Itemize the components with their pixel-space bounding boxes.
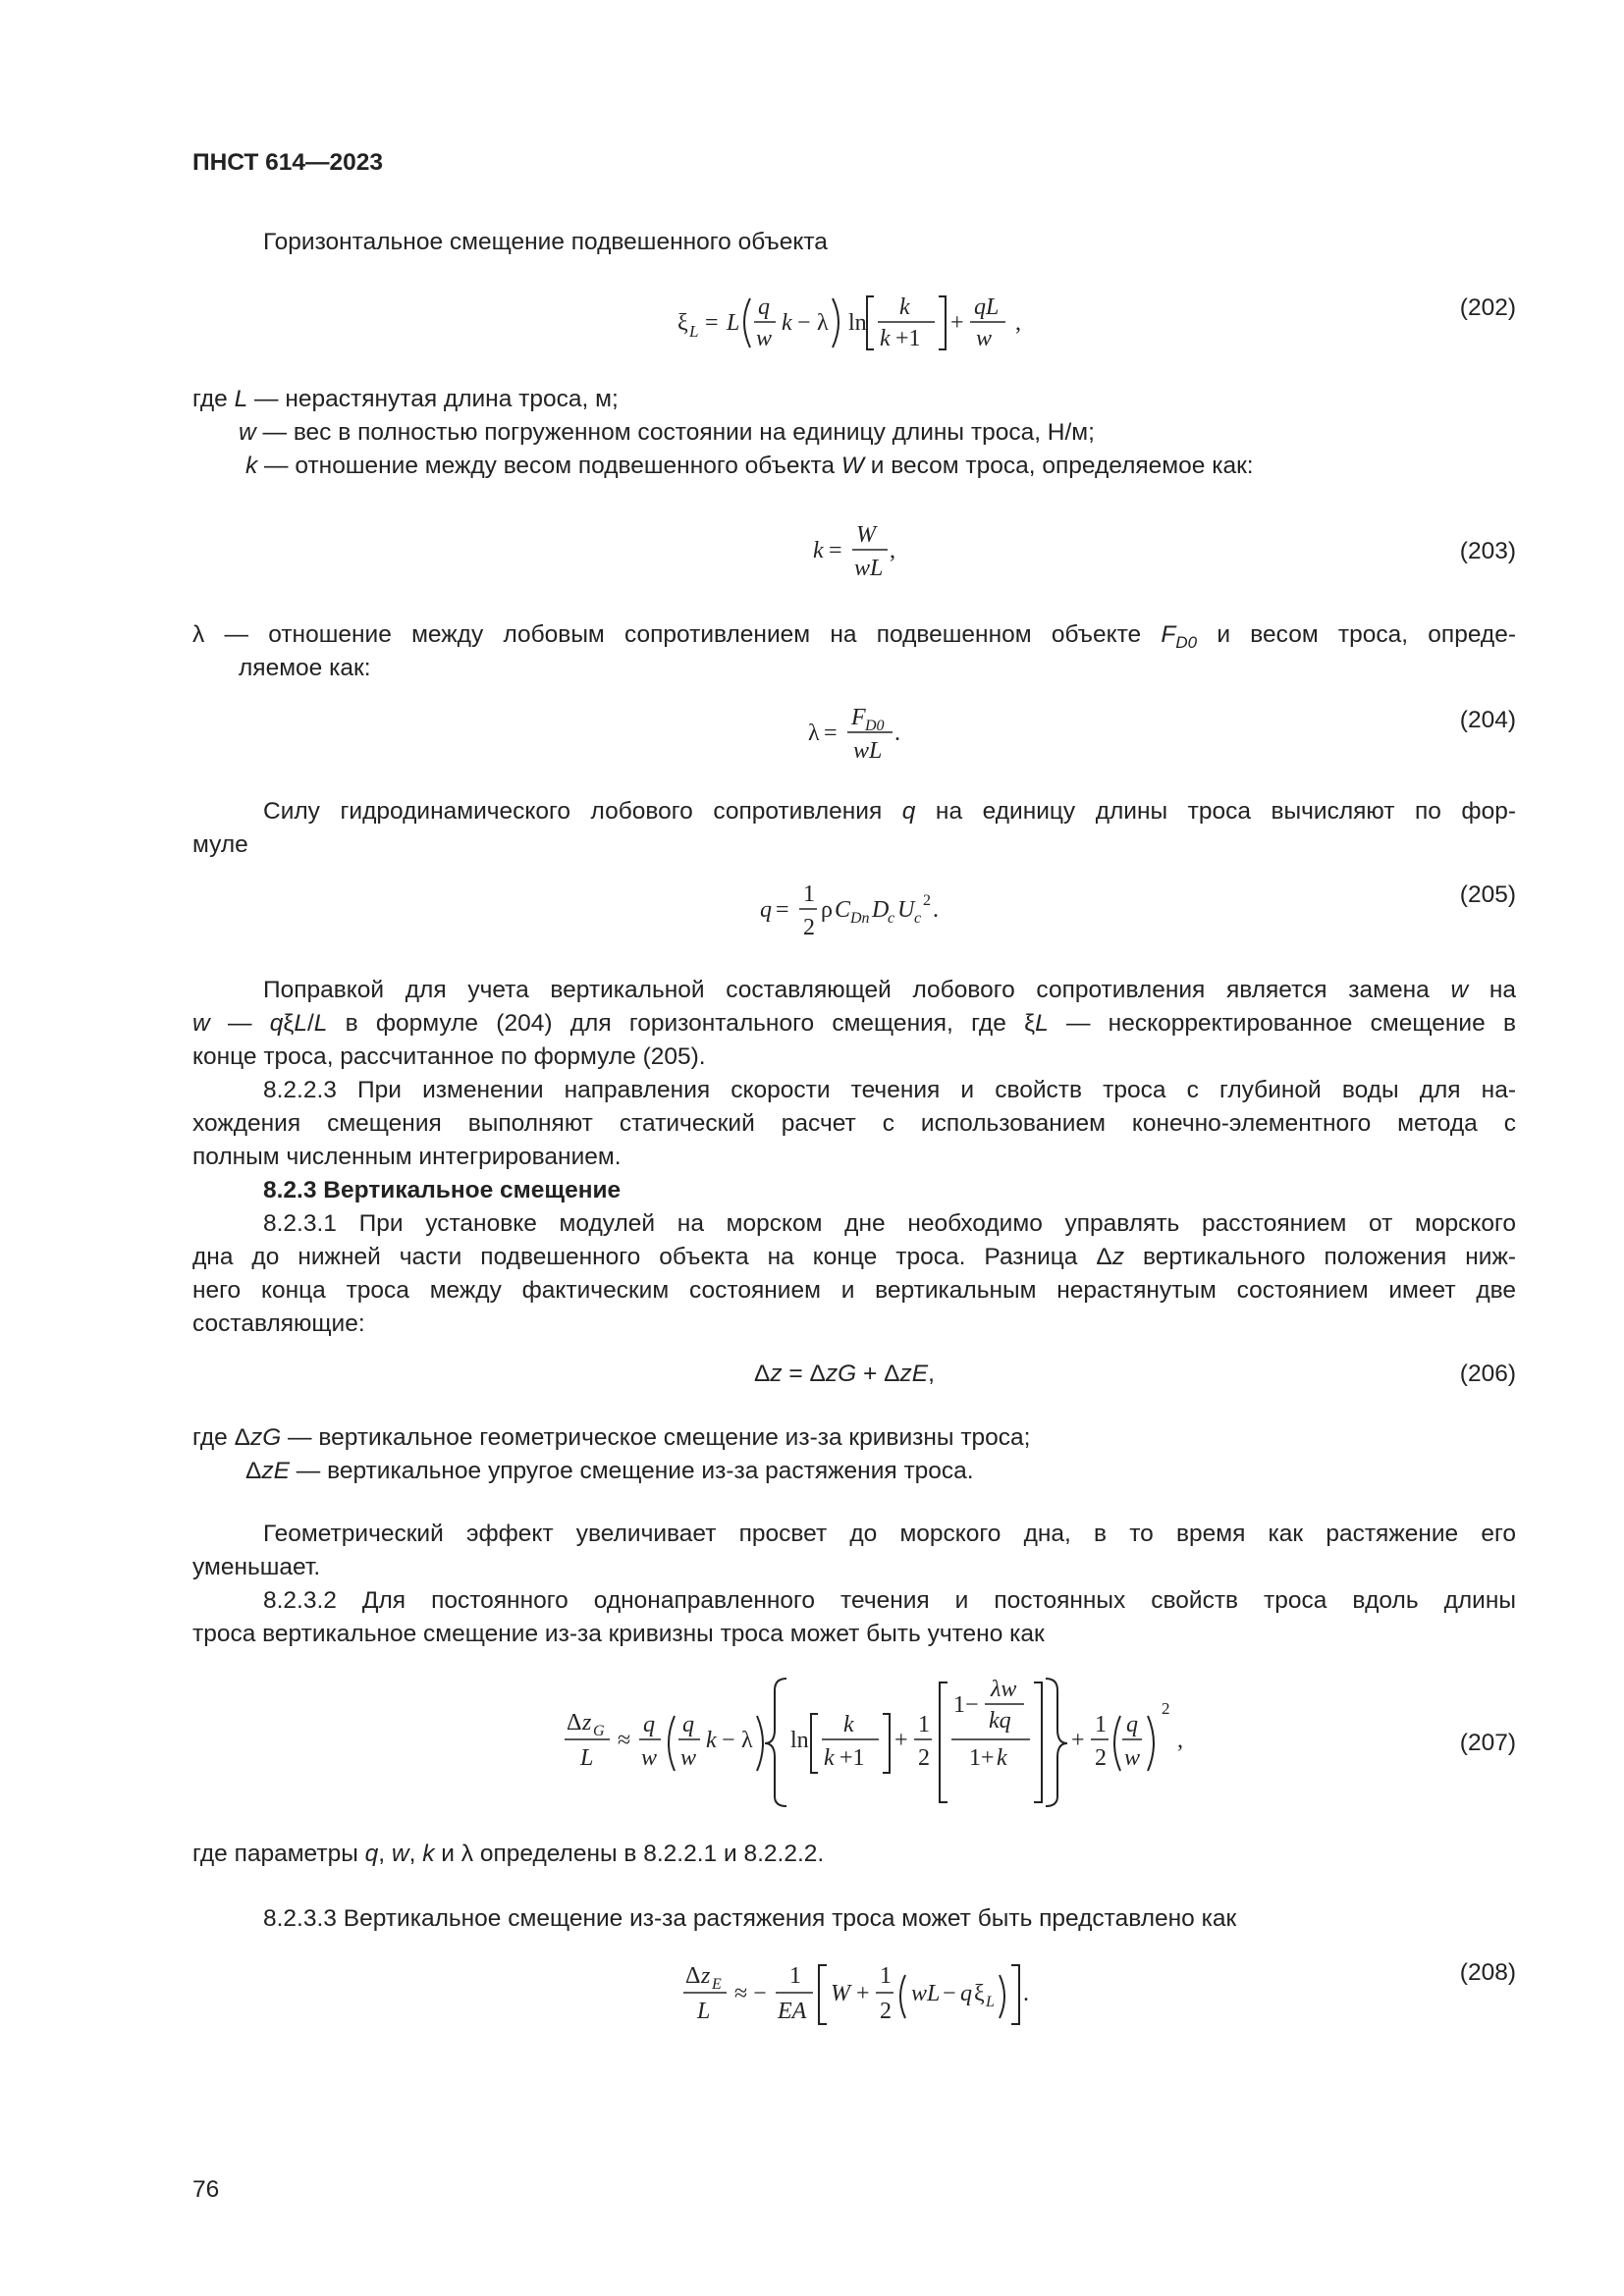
- paragraph-drag-force-line1: Силу гидродинамического лобового сопротивления q на единицу длины троса вычисляют по фор-: [263, 798, 1516, 825]
- svg-text:Δ: Δ: [685, 1963, 701, 1989]
- where-item-w: w — вес в полностью погруженном состоянии на единицу длины троса, Н/м;: [239, 419, 1095, 446]
- lambda-definition-line1: λ — отношение между лобовым сопротивлением на подвешенном объекте $F_{D0}$ и весом троса, опреде-: [192, 621, 1516, 652]
- svg-text:1+: 1+: [969, 1745, 995, 1771]
- svg-text:k: k: [997, 1745, 1007, 1771]
- paragraph-8231-line4: составляющие:: [192, 1310, 365, 1337]
- svg-text:q: q: [960, 1981, 972, 2006]
- svg-text:1: 1: [1095, 1712, 1107, 1737]
- paragraph-params: где параметры q, w, k и λ определены в 8.2.2.1 и 8.2.2.2.: [192, 1841, 825, 1867]
- svg-text:k: k: [824, 1745, 835, 1771]
- paragraph-8231-line2: дна до нижней части подвешенного объекта на конце троса. Разница Δz вертикального положения ниж-: [192, 1244, 1516, 1270]
- svg-text:2: 2: [918, 1745, 930, 1771]
- svg-text:,: ,: [1015, 310, 1021, 336]
- svg-text:ξ: ξ: [974, 1981, 985, 2006]
- paragraph-geometric-line1: Геометрический эффект увеличивает просвет до морского дна, в то время как растяжение его: [263, 1521, 1516, 1547]
- svg-text:wL: wL: [853, 738, 883, 764]
- equation-207: [565, 1669, 1183, 1806]
- section-heading-823: 8.2.3 Вертикальное смещение: [263, 1177, 622, 1203]
- svg-text:W: W: [856, 522, 876, 548]
- paragraph-geometric-line2: уменьшает.: [192, 1554, 321, 1580]
- equation-number-204: (204): [1459, 707, 1516, 733]
- svg-text:=: =: [829, 538, 842, 563]
- svg-text:w: w: [641, 1745, 658, 1771]
- svg-text:q: q: [682, 1712, 694, 1737]
- svg-text:2: 2: [1095, 1745, 1107, 1771]
- paragraph-drag-force-line2: муле: [192, 831, 248, 858]
- svg-text:,: ,: [890, 538, 895, 563]
- svg-text:−: −: [722, 1728, 735, 1753]
- equation-number-206: (206): [1459, 1361, 1516, 1387]
- equation-204: [800, 699, 928, 770]
- equation-number-203: (203): [1459, 538, 1516, 564]
- svg-text:λw: λw: [991, 1677, 1017, 1702]
- lambda-definition-line2: ляемое как:: [239, 655, 371, 681]
- svg-text:1: 1: [918, 1712, 930, 1737]
- svg-text:Δ: Δ: [567, 1710, 582, 1735]
- paragraph-8233: 8.2.3.3 Вертикальное смещение из-за растяжения троса может быть представлено как: [263, 1905, 1237, 1932]
- equation-205: [756, 874, 962, 948]
- svg-text:EA: EA: [778, 1999, 807, 2024]
- paragraph-8232-line2: троса вертикальное смещение из-за кривизны троса может быть учтено как: [192, 1621, 1045, 1647]
- svg-text:1: 1: [789, 1963, 801, 1989]
- paragraph-8223-line1: 8.2.2.3 При изменении направления скорости течения и свойств троса с глубиной воды для на-: [263, 1077, 1516, 1103]
- svg-text:+1: +1: [895, 326, 921, 351]
- svg-text:+1: +1: [839, 1745, 865, 1771]
- where-item-dzE: ΔzE — вертикальное упругое смещение из-за растяжения троса.: [245, 1458, 974, 1484]
- equation-number-202: (202): [1459, 294, 1516, 321]
- equation-202: [677, 283, 1051, 361]
- svg-text:wL: wL: [854, 556, 884, 581]
- svg-text:D0: D0: [865, 718, 885, 734]
- paragraph-correction-line2: w — qξL/L в формуле (204) для горизонтального смещения, где ξL — нескорректированное смещение в: [192, 1010, 1516, 1037]
- svg-text:Dn: Dn: [850, 910, 870, 927]
- svg-text:1: 1: [803, 881, 815, 907]
- svg-text:−: −: [943, 1981, 956, 2006]
- svg-text:ln: ln: [790, 1728, 809, 1753]
- paragraph-correction-line1: Поправкой для учета вертикальной составляющей лобового сопротивления является замена w на: [263, 977, 1516, 1003]
- svg-text:q: q: [760, 897, 772, 923]
- svg-text:λ: λ: [808, 721, 820, 746]
- svg-text:k: k: [843, 1712, 854, 1737]
- svg-text:kq: kq: [989, 1708, 1011, 1734]
- svg-text:+: +: [950, 310, 964, 336]
- svg-text:q: q: [758, 294, 770, 320]
- equation-208: [683, 1953, 1047, 2032]
- svg-text:.: .: [894, 721, 900, 746]
- svg-text:k: k: [899, 294, 910, 320]
- paragraph-horizontal-displacement: Горизонтальное смещение подвешенного объекта: [263, 229, 828, 255]
- svg-text:ξ: ξ: [677, 310, 688, 336]
- paragraph-8231-line3: него конца троса между фактическим состоянием и вертикальным нерастянутым состоянием имеет две: [192, 1277, 1516, 1304]
- svg-text:C: C: [835, 897, 851, 923]
- svg-text:2: 2: [803, 915, 815, 940]
- svg-text:w: w: [1124, 1745, 1141, 1771]
- svg-text:qL: qL: [974, 294, 1000, 320]
- svg-text:,: ,: [1177, 1728, 1183, 1753]
- svg-text:.: .: [1023, 1981, 1029, 2006]
- paragraph-8232-line1: 8.2.3.2 Для постоянного однонаправленного течения и постоянных свойств троса вдоль длины: [263, 1587, 1516, 1614]
- svg-text:−: −: [797, 310, 811, 336]
- svg-text:2: 2: [1162, 1699, 1170, 1718]
- equation-number-207: (207): [1459, 1730, 1516, 1756]
- svg-text:1: 1: [880, 1963, 892, 1989]
- where-item-L: где L — нерастянутая длина троса, м;: [192, 386, 619, 412]
- where-item-dzG: где ΔzG — вертикальное геометрическое смещение из-за кривизны троса;: [192, 1424, 1031, 1451]
- svg-text:q: q: [643, 1712, 655, 1737]
- svg-text:c: c: [914, 910, 922, 927]
- svg-text:c: c: [888, 910, 895, 927]
- equation-206: Δz = ΔzG + ΔzE,: [754, 1361, 935, 1387]
- svg-text:λ: λ: [817, 310, 829, 336]
- svg-text:q: q: [1126, 1712, 1138, 1737]
- svg-text:2: 2: [923, 892, 931, 909]
- svg-text:L: L: [986, 1994, 995, 2010]
- svg-text:w: w: [680, 1745, 697, 1771]
- svg-text:≈: ≈: [618, 1728, 631, 1753]
- svg-text:ρ: ρ: [821, 897, 833, 923]
- equation-number-205: (205): [1459, 881, 1516, 908]
- equation-203: [805, 518, 923, 587]
- svg-text:k: k: [813, 538, 824, 563]
- paragraph-8231-line1: 8.2.3.1 При установке модулей на морском дне необходимо управлять расстоянием от морского: [263, 1210, 1516, 1237]
- svg-text:k: k: [880, 326, 891, 351]
- svg-text:k: k: [706, 1728, 717, 1753]
- svg-text:z: z: [582, 1710, 592, 1735]
- document-header: ПНСТ 614—2023: [192, 149, 384, 176]
- paragraph-8223-line3: полным численным интегрированием.: [192, 1144, 622, 1170]
- svg-text:k: k: [782, 310, 792, 336]
- equation-number-208: (208): [1459, 1959, 1516, 1986]
- svg-text:λ: λ: [741, 1728, 753, 1753]
- page-number: 76: [192, 2176, 220, 2203]
- svg-text:w: w: [976, 326, 993, 351]
- svg-text:L: L: [580, 1745, 594, 1771]
- svg-text:2: 2: [880, 1999, 892, 2024]
- svg-text:1−: 1−: [953, 1692, 979, 1718]
- paragraph-8223-line2: хождения смещения выполняют статический расчет с использованием конечно-элементного метода с: [192, 1110, 1516, 1137]
- svg-text:U: U: [897, 897, 915, 923]
- svg-text:+: +: [894, 1728, 908, 1753]
- svg-text:L: L: [727, 310, 740, 336]
- svg-text:G: G: [593, 1723, 605, 1739]
- svg-text:wL: wL: [911, 1981, 941, 2006]
- svg-text:L: L: [689, 322, 699, 341]
- svg-text:=: =: [705, 310, 719, 336]
- svg-text:L: L: [697, 1999, 711, 2024]
- svg-text:E: E: [712, 1976, 722, 1993]
- svg-text:w: w: [756, 326, 773, 351]
- where-item-k: k — отношение между весом подвешенного объекта W и весом троса, определяемое как:: [245, 453, 1254, 479]
- svg-text:ln: ln: [848, 310, 867, 336]
- svg-text:D: D: [872, 897, 890, 923]
- paragraph-correction-line3: конце троса, рассчитанное по формуле (205).: [192, 1043, 706, 1070]
- svg-text:≈ −: ≈ −: [734, 1981, 767, 2006]
- svg-text:=: =: [824, 721, 838, 746]
- svg-text:z: z: [701, 1963, 711, 1989]
- svg-text:W: W: [831, 1981, 850, 2006]
- svg-text:+: +: [1071, 1728, 1085, 1753]
- svg-text:+: +: [856, 1981, 870, 2006]
- svg-text:F: F: [851, 705, 866, 730]
- svg-text:.: .: [933, 897, 939, 923]
- svg-text:=: =: [776, 897, 789, 923]
